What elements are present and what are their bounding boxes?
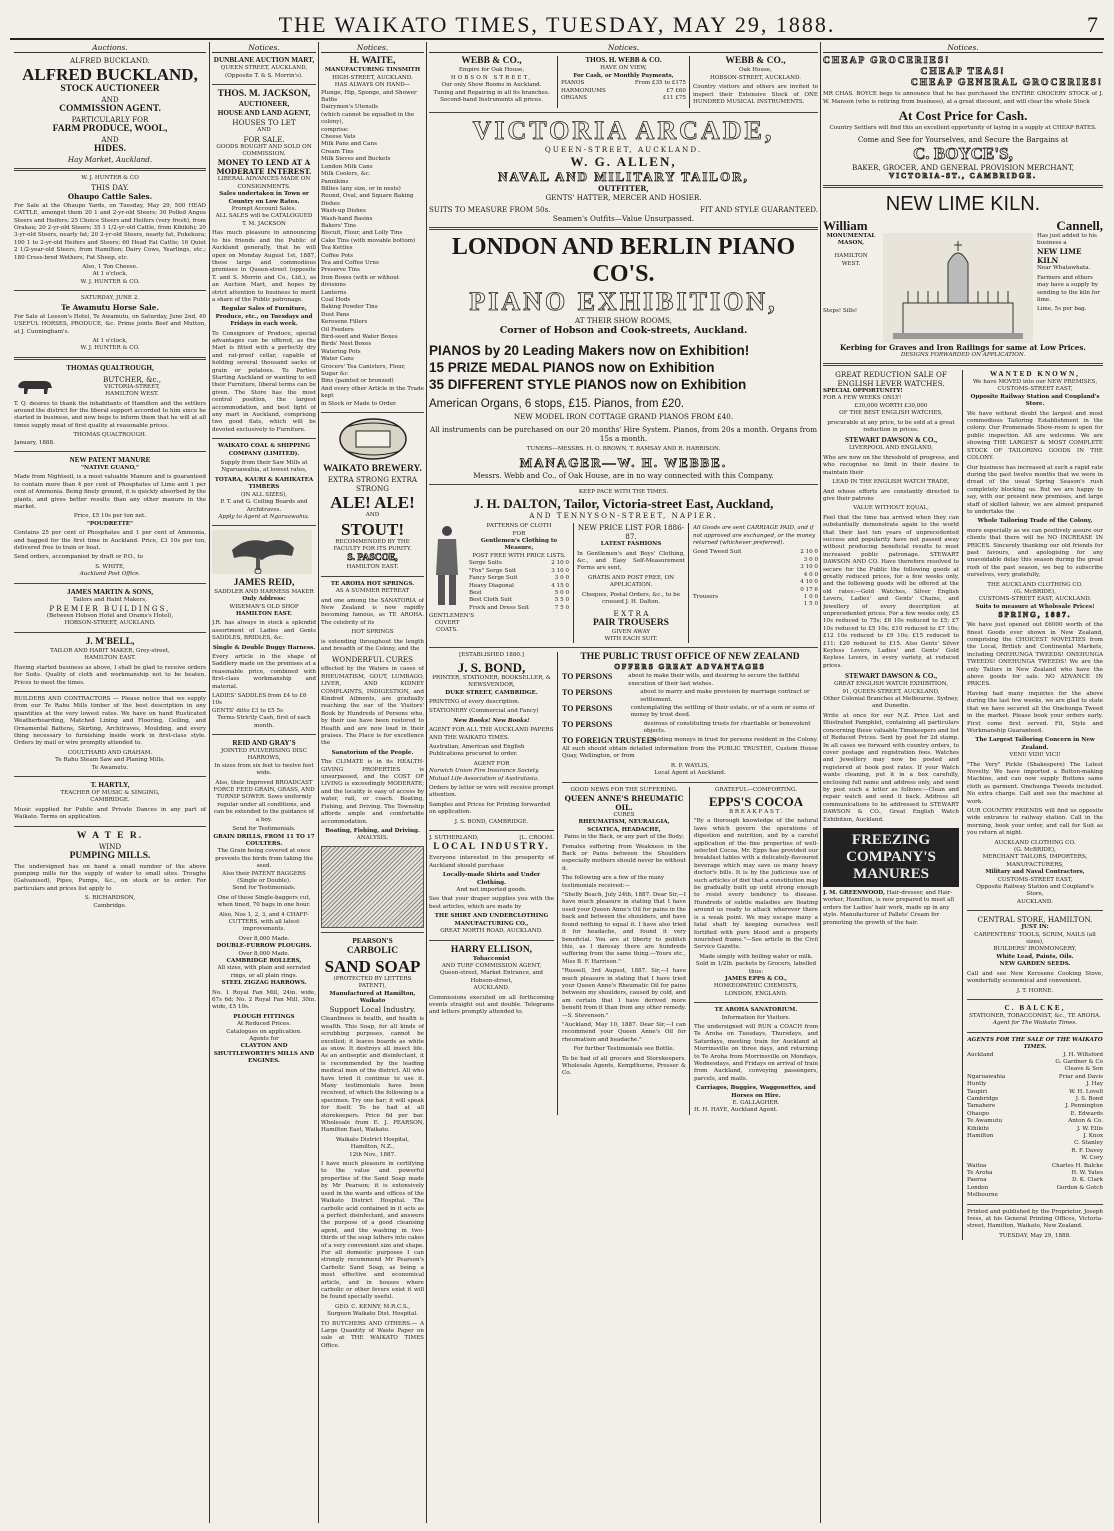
price-row (469, 568, 569, 575)
price-table (469, 560, 569, 612)
item-list (321, 90, 424, 408)
price-row (469, 560, 569, 567)
lower-row (429, 652, 818, 1115)
agent-row (967, 1148, 1103, 1155)
agent-row-label: Cambridge (967, 1095, 999, 1102)
trust-row-text: about to make their wills, and desiring to secure the faithful execution of their last wishes. (628, 673, 800, 687)
column-notices-2 (212, 44, 316, 1524)
masthead-title: THE WAIKATO TIMES, TUESDAY, MAY 29, 1888. (278, 12, 836, 37)
ad-reid-gray: REID AND GRAY'S JOINTED PULVERISING DISC HARROWS, In sizes from six feet to twelve feet wide. Also, their Improved BROADCAST FORCE FEED GRAIN, GRASS, AND TURNIP SOWER. Sows uniformly regular under all conditions, and can be extended to the guidance of a boy. Send for Testimonials. GRAIN DRILLS, FROM 11 TO 17 COULTERS. The Grain being covered at once prevents the birds from taking the seed. Also their PATENT BAGGERS (Single or Double). Send for Testimonials. One of these Single-baggers cut, when tined, 70 bags in one hour. Also, Nos 1, 2, 3, and 4 CHAFF-CUTTERS, with all latest improvements. Over 8,000 Made. DOUBLE-FURROW PLOUGHS. Over 8,000 Made. CAMBRIDGE ROLLERS, All sizes, with plain and serrated rings, or all plain rings. STEEL ZIGZAG HARROWS. No. 1 Royal Fan Mill, 24in. wide, 67s 6d; No. 2 Royal Fan Mill, 30in. wide, £5 10s. PLOUGH FITTINGS At Reduced Prices. Catalogues on application. Agents for CLAYTON AND SHUTTLEWORTH'S MILLS AND ENGINES. (212, 739, 316, 1065)
list-item: Coal Hods (321, 297, 351, 303)
agent-row (967, 1192, 1103, 1199)
agent-row-label: Ohaupo (967, 1110, 990, 1117)
ad-title: J. M'BELL, (85, 636, 135, 647)
list-item: Preserve Tins (321, 267, 360, 274)
price-row-label: Good Tweed Suit (693, 549, 742, 556)
list-item: Water Cans (321, 356, 354, 363)
price-row (561, 88, 686, 95)
price-row-value: £7 £60 (666, 87, 686, 94)
ad-auckland-clothing: WANTED KNOWN, We have MOVED into our NEW PREMISES, CUSTOMS-STREET EAST, Opposite Railway Station and Coupland's Store. We have without doubt the largest and most commodious Tailoring Establishment in the colony. Our Promenade Show-room is open for public inspection. All are welcome. We are showing THE LARGEST & MOST COMPLETE STOCK OF TAILORING GOODS IN THE COLONY. Our business has increased at such a rapid rate during the past twelve months that we were in dread of the usual Spring Season's rush completely blocking us. But we are happy to say, with our present new premises, and large staff of skilled labour, we are almost prepared to undertake the Whole Tailoring Trade of the Colony, more especially as we can positively assure our clients that there will be NO INCREASE IN PRICES. Sincerely thanking our old friends for past favours, and apologising for any unavoidable delay this season during the great rush of the past season, we beg to subscribe ourselves, very gratefully, THE AUCKLAND CLOTHING CO. (G. McBRIDE), CUSTOMS-STREET EAST, AUCKLAND. Suits to measure at Wholesale Prices! SPRING, 1887. We have just opened out £6000 worth of the finest Goods ever shown in New Zealand, comprising the CHOICEST NOVELTIES from the Local, British and Continental Markets, including ONEHUNGA TWEEDS! ONEHUNGA TWEEDS! ONEHUNGA TWEEDS! We are the only Tailors in New Zealand who have the above goods for sale. NO ADVANCE IN PRICES. Having had many inquiries for the above during the last few weeks, we are glad to state that we have secured all the Onehunga Tweed in the market. Please book your orders early. First come first served. Fit, Style and Workmanship Guaranteed. The Largest Tailoring Concern in New Zealand. VENI! VIDI! VICI! "The Very" Pickle (Shakespere) The Latest Novelty. We have imported a Button-making Machine, and can now supply Buttons same cloth as garment. Onehunga Tweeds included. No extra charge. Call and see the machine at work. OUR COUNTRY FRIENDS will find us opposite wide entrance to railway station. Call in the morning, book your order, and call for Suit as you return at night. AUCKLAND CLOTHING CO. (G. McBRIDE), MERCHANT TAILORS, IMPORTERS, MANUFACTURERS, Military and Naval Contractors, CUSTOMS-STREET EAST, Opposite Railway Station and Coupland's Store, AUCKLAND. (967, 370, 1103, 905)
price-row (469, 597, 569, 604)
list-item: Pannikins (321, 178, 349, 185)
list-item: Bins (painted or bronzed) (321, 378, 394, 385)
ad-webb-oak-house: WEBB & CO., Oak House, HOBSON-STREET, AUCKLAND. Country visitors and others are invited to inspect their Extensive Stock of ONE HUNDRED MUSICAL INSTRUMENTS. (693, 56, 818, 106)
ad-hartly: T. HARTLY, TEACHER OF MUSIC & SINGING, CAMBRIDGE. Music supplied for Public and Private Dances in any part of Waikato. Terms on application. (14, 780, 206, 821)
ad-title: JAMES MARTIN & SONS, (66, 587, 153, 596)
price-row-label: Best Cloth Suit (469, 597, 512, 604)
ad-thos-webb: THOS. H. WEBB & CO. HAVE ON VIEW, For Cash, or Monthly Payments, PIANOS From £35 to £175 HARMONIUMS £7 £60 ORGANS £11 £75 (561, 56, 690, 108)
price-row (693, 587, 818, 594)
agent-row (967, 1089, 1103, 1096)
ad-buckland: ALFRED BUCKLAND. ALFRED BUCKLAND, STOCK AUCTIONEER AND COMMISSION AGENT. PARTICULARLY FOR FARM PRODUCE, WOOL, AND HIDES. Hay Market, Auckland. (14, 56, 206, 164)
ad-title: DUNBLANE AUCTION MART, (213, 56, 315, 65)
ad-pearsons-soap: PEARSON'S CARBOLIC SAND SOAP (PROTECTED BY LETTERS PATENT), Manufactured at Hamilton, Waikato Support Local Industry. Cleanliness is health, and health is wealth. This Soap, for all kinds of scrubbing purposes, cannot be excelled; it leaves boards as white as snow. It destroys all insect life. As an antiseptic and disinfectant, it is recommended by the leading medical men of the district. All who have tried it continue to use it. Many testimonials have been received, of which the following is a specimen. Try one bar; it will speak for itself. To be had at all storekeepers. Price 6d per bar. Wholesale from E. J. PEARSON, Hamilton East, Waikato. Waikato District Hospital, Hamilton, N.Z., 12th Nov., 1887. I have much pleasure in certifying to the value and powerful properties of the Sand Soap made by Mr Pearson; it is extensively used in the wards and offices of the Waikato District Hospital. The carbolic acid contained in it acts as a perfect disinfectant, and answers the purpose of a good cleansing agent, and the washing in two-thirds of the soap lathers into cakes of a very convenient size and shape. For all domestic purposes I can strongly recommend Mr Pearson's Carbolic Sand Soap, as being a most effective and economical article, and in houses where carbolic or other fevers exist it will be found specially useful. GEO. C. KENNY, M.R.C.S., Surgeon Waikato Dist. Hospital. TO BUTCHERS AND OTHERS.— A Large Quantity of Waste Paper on sale at THE WAIKATO TIMES Office. (321, 936, 424, 1349)
price-row-value: £11 £75 (662, 95, 686, 102)
price-row-value: 3 0 0 (554, 575, 569, 582)
list-item: (which cannot be equalled in the colony), (321, 111, 415, 126)
trust-row-label: TO PERSONS (562, 719, 613, 729)
agent-row-value: Charles H. Balcke (1051, 1162, 1103, 1169)
price-table (693, 549, 818, 608)
list-item: Tea Kettles (321, 245, 353, 252)
list-item: Oil Feeders (321, 326, 354, 333)
agent-row-value: D. K. Clark (1071, 1177, 1103, 1184)
trust-row-label: TO PERSONS (562, 688, 613, 698)
section-header: Notices. (321, 44, 424, 53)
ad-cannell: NEW LIME KILN. William Cannell, MONUMENTAL MASON, HAMILTON WEST. Steps! Sills! Has just added to his business a NEW LIME KILN Near Whatawhata. Farmers and others may have a supply by sending to the kiln for lime. Lime, 5s per bag. Kerbing for Graves and Iron Railings for same at Low Prices. DESIGNS FORWARDED ON APPLICATION. (823, 192, 1103, 358)
saddle-icon (212, 530, 312, 574)
agent-row (967, 1177, 1103, 1184)
imprint: Printed and published by the Proprietor, Joseph Ivess, at his General Printing Offices, Victoria-street, Hamilton, Waikato, New Zealand. TUESDAY, May 29, 1888. (967, 1208, 1103, 1239)
ad-title: HARRY ELLISON, (450, 944, 533, 955)
list-item: Milk Pans and Cans (321, 141, 377, 148)
ad-title: AGENTS FOR THE SALE OF THE WAIKATO TIMES. (967, 1036, 1103, 1051)
list-item: Wash-up Dishes (321, 208, 366, 215)
agent-row (967, 1066, 1103, 1073)
price-row-value: 4 15 0 (551, 582, 569, 589)
agent-row-value: J. Hay (1086, 1081, 1103, 1088)
price-row (693, 549, 818, 556)
agent-row (967, 1059, 1103, 1066)
agent-row (967, 1081, 1103, 1088)
ad-title: J. S. BOND, (457, 659, 526, 675)
list-item: Dust Pans (321, 311, 350, 318)
list-item: Tea and Coffee Urns (321, 259, 379, 266)
ad-title: W A T E R. (76, 830, 144, 841)
ad-title: LONDON AND BERLIN PIANO CO'S. (451, 234, 796, 288)
list-item: Cream Tins (321, 148, 354, 155)
agent-row (967, 1163, 1103, 1170)
price-row-label: ORGANS (561, 95, 588, 102)
agent-row-value: J. S. Bond (1075, 1095, 1103, 1102)
analysis-table (321, 846, 424, 928)
ad-te-aroha-springs: TE AROHA HOT SPRINGS. AS A SUMMER RETREAT and one among the SANATORIA of New Zealand is now rapidly becoming famous, as TE AROHA. The celebrity of its HOT SPRINGS is extending throughout the length and breadth of the Colony, and the WONDERFUL CURES effected by the Waters in cases of RHEUMATISM, GOUT, LUMBAGO, LIVER, AND KIDNEY COMPLAINTS, INDIGESTION, and Kindred Ailments, are gradually reaching the ear of the Visitors' Book by Hundreds of Persons who, by their use have been restored to Health and are now loud in their praises. The Place is for excellence the Sanatorium of the People. The CLIMATE is in its HEALTH-GIVING PROPERTIES is unsurpassed, and the COST OF LIVING is exceedingly MODERATE; and the locality is easy of access by water, rail, or coach. Boating, Fishing, and Driving. The Township affords ample and comfortable accommodation. Boating, Fishing, and Driving. ANALYSIS. (321, 581, 424, 928)
list-item: Cake Tins (with movable bottom) (321, 237, 416, 244)
price-row-value: 3 10 0 (800, 564, 818, 571)
agent-row-label: Tamahere (967, 1103, 996, 1110)
ad-title: T. HARTLY, (90, 780, 130, 789)
section-header: Notices. (212, 44, 316, 53)
list-item: Bird-seed and Water Boxes (321, 334, 398, 341)
agent-row-label: Huntly (967, 1081, 987, 1088)
ad-hunter-ohaupo: W. J. HUNTER & CO THIS DAY. Ohaupo Cattle Sales. For Sale at the Ohaupo Yards, on Tuesday, May 29, 500 HEAD CATTLE, amongst them 20 1 and 2-yr-old Steers; 30 Polled Angus Steers and Heifers; 25 Choice Steers and Heifers (very fresh), from Orakau; 20 2-yr-old Steers; 35 1 1/2-yr-old Cattle, from Kihikihi; 20 3-yr-old Steers, nearly fat; 20 2-yr-old Steers, nearly fat, Pukekura; 100 1 to 2-yr-old Heifers and Steers; 60 Head Fat Cattle; 16 Quiet 2 1/2-year-old Steers, from Hamilton; Dairy Cows, Yearlings, etc.; 180 Cross-bred Wethers, Fat Sheep, etc. Also, 1 Ton Cheese. At 1 o'clock, W. J. HUNTER & CO. (14, 175, 206, 285)
price-row (693, 557, 818, 564)
ad-title: WEBB & CO., (725, 56, 786, 67)
ad-title: QUEEN ANNE'S RHEUMATIC OIL. (564, 794, 684, 812)
agent-row-label: Paeroa (967, 1177, 987, 1184)
list-item: Plunge, Hip, Sponge, and Shower Baths (321, 89, 417, 104)
ad-title: TE AROHA SANATORIUM. (714, 1007, 798, 1014)
list-item: Round, Oval, and Square Baking Dishes (321, 193, 414, 207)
agent-row-value: R. F. Davey (1071, 1147, 1103, 1154)
ad-title: J. H. DALTON, Tailor, Victoria-street East, Auckland, (473, 496, 774, 512)
trust-list (562, 673, 818, 744)
price-row-label: Serge Suits (469, 560, 502, 567)
price-table (561, 80, 686, 102)
price-row-label: Heavy Diagonal (469, 582, 514, 589)
agent-row (967, 1052, 1103, 1059)
webb-row (429, 56, 818, 108)
price-row-value: 0 17 6 (800, 586, 818, 593)
ad-title: TE AROHA HOT SPRINGS. (330, 580, 415, 587)
agent-row (967, 1074, 1103, 1081)
column-rule (318, 42, 319, 1523)
ad-central-store: CENTRAL STORE, HAMILTON. JUST IN: CARPENTERS' TOOLS, SCRIM, NAILS (all sizes), BUILDERS' IRONMONGERY, White Lead, Paints, Oils. NEW GARDEN SEEDS. Call and see New Kerosene Cooking Stove, wonderfully economical and convenient. J. T. HORNE. (967, 915, 1103, 994)
ad-qualtrough: THOMAS QUALTROUGH, BUTCHER, &c., VICTORIA-STREET, HAMILTON WEST. T. Q. desires to thank the inhabitants of Hamilton and the settlers around the district for the liberal support accorded to him since he started in business, and now begs to inform them that he will at all times supply meat of first quality at reasonable prices. THOMAS QUALTROUGH. January, 1888. (14, 363, 206, 446)
trust-row-text: holding moneys in trust for persons resident in the Colony. (651, 736, 818, 743)
ad-hunter-teawamutu: SATURDAY, JUNE 2. Te Awamutu Horse Sale. For Sale at Leeson's Hotel, Te Awamutu, on Saturday, June 2nd, 40 USEFUL HORSES, PRODUCE, &c. Prime joints Beef and Mutton, at J. Cunningham's. At 1 o'clock, W. J. HUNTER & CO. (14, 295, 206, 352)
ad-title: C. BALCKE, (1004, 1003, 1066, 1012)
ad-harry-ellison: HARRY ELLISON, Tobacconist AND TURF COMMISSION AGENT, Queen-street, Market Entrance, and Hobson-street, AUCKLAND. Commissions executed on all forthcoming events straight out and double. Telegrams and letters promptly attended to. (429, 944, 554, 1016)
agent-row-value: W. H. Lovell (1069, 1088, 1103, 1095)
bull-icon (14, 376, 54, 398)
trust-row (562, 721, 818, 736)
ad-webb-co: WEBB & CO., Empire for Oak House, HOBSON STREET, Our only Show Rooms in Auckland. Tuning and Repairing in all its branches. Second-hand Instruments all prices. (429, 56, 558, 108)
agent-row-value: J. Pennington (1065, 1103, 1103, 1110)
page-number: 7 (1087, 12, 1098, 37)
price-row-value: 3 0 0 (803, 556, 818, 563)
agent-row-label: Te Awamutu (967, 1118, 1003, 1125)
price-row-value: 1 5 0 (803, 601, 818, 608)
agent-row-label: Ngaruawahia (967, 1073, 1006, 1080)
ad-dalton-tailor: KEEP PACE WITH THE TIMES. J. H. DALTON, Tailor, Victoria-street East, Auckland, AND TENNYSON-STREET, NAPIER. GENTLEMEN'S COVERT COATS. PATTERNS OF CLOTH FOR Gentlemen's Clothing to Measure, POST FREE WITH PRICE LISTS. Serge Suits 2 10 0 "Fox" Serge Suit 3 10 0 Fancy Serge Suit 3 0 0 Heavy Diagonal 4 15 0 Best 5 0 0 Best Cloth Suit 5 5 0 Frock and Dress Suit 7 5 0 NEW PRICE LIST FOR 1886-87. LATEST FASHIONS In Gentlemen's and Boys' Clothing, &c., and Easy Self-Measurement Forms are sent, GRATIS AND POST FREE, ON APPLICATION. Cheques, Postal Orders, &c., to be crossed J. H. Dalton. E X T R A PAIR TROUSERS GIVEN AWAY WITH EACH SUIT. All Goods are sent CARRIAGE PAID, and if not approved are exchanged, or the money returned (whichever preferred). Good Tweed Suit 2 10 0 3 0 0 3 10 0 4 0 0 4 10 0 0 17 6 Trousers 1 0 0 1 5 0 (429, 488, 818, 642)
ad-agents-list (967, 1037, 1103, 1200)
ad-title: THOS. M. JACKSON, (217, 89, 311, 100)
list-item: comprise: (321, 126, 349, 133)
ad-title: Ohaupo Cattle Sales. (67, 191, 153, 201)
agent-row-label: Te Aroha (967, 1170, 993, 1177)
section-header: Notices. (823, 44, 1103, 53)
ad-jackson: THOS. M. JACKSON, AUCTIONEER, HOUSE AND LAND AGENT, HOUSES TO LET AND FOR SALE. GOODS BOUGHT AND SOLD ON COMMISSION. MONEY TO LEND AT A MODERATE INTEREST. LIBERAL ADVANCES MADE ON CONSIGNMENTS. Sales undertaken in Town or Country on Low Rates. Prompt Account Sales. ALL SALES will be CATALOGUED T. M. JACKSON Has much pleasure in announcing to his friends and the Public of Auckland generally, that he will open on Monday August 1st, 1887, those large and commodious premises in Queen-street (opposite T. and S. Morrin and Co., Ltd.), as an Auction Mart, and hopes by strict attention to business to merit a share of the Public patronage. Regular Sales of Furniture, Produce, etc., on Tuesdays and Fridays in each week. To Consignors of Produce, special advantages can be offered, as the Mart is fitted with a perfectly dry and rat-proof cellar, capable of holding several thousand sacks of grain or potatoes. To Parties Starting Auckland or wanting to sell their Furniture, liberal terms can be given. The Store has the most central position, the largest accommodation, and best light of any mart in Auckland, comprising two good flats, which will be devoted exclusively to Furniture. (212, 89, 316, 433)
ad-epps-cocoa: GRATEFUL—COMFORTING. EPPS'S COCOA B R E A K F A S T . "By a thorough knowledge of the natural laws which govern the operations of digestion and nutrition, and by a careful application of the fine properties of well-selected Cocoa, Mr. Epps has provided our breakfast tables with a delicately-flavoured beverage which may save us many heavy doctor's bills. It is by the judicious use of such articles of diet that a constitution may be gradually built up until strong enough to resist every tendency to disease. Hundreds of subtle maladies are floating around us ready to attack wherever there is a weak point. We may escape many a fatal shaft by keeping ourselves well fortified with pure blood and a properly nourished frame."—See article in the Civil Service Gazette. Made simply with boiling water or milk. Sold in 1/2lb. packets by Grocers, labelled thus: JAMES EPPS & CO., HOMŒOPATHIC CHEMISTS, LONDON, ENGLAND. TE AROHA SANATORIUM. Information for Visitors. The undersigned will RUN a COACH from Te Aroha on Tuesdays, Thursdays, and Saturdays, meeting train for Auckland at Morrinsville on three days, and returning to Te Aroha from Morrinsville on Mondays, Wednesdays, and Fridays on arrival of train from Auckland, conveying passengers, parcels, and mails. Carriages, Buggies, Waggonettes, and Horses on Hire. E. GALLAGHER. H. H. HAYE, Auckland Agent. (694, 786, 818, 1114)
agent-row-label: Auckland (967, 1051, 994, 1058)
ad-public-trust: THE PUBLIC TRUST OFFICE OF NEW ZEALAND OFFERS GREAT ADVANTAGES TO PERSONS about to make their wills, and desiring to secure the faithful execution of their last wishes. TO PERSONS about to marry and make provision by marriage contract or settlement. TO PERSONS contemplating the settling of their estate, or of a sum or sums of money by trust deed. TO PERSONS desirous of constituting trusts for charitable or benevolent objects. TO FOREIGN TRUSTEES holding moneys in trust for persons resident in the Colony. All such should obtain detailed information from the PUBLIC TRUSTEE, Custom House Quay, Wellington, or from R. P. WAYLIS, Local Agent at Auckland. (562, 652, 818, 777)
ad-title: THOS. H. WEBB & CO. (585, 56, 662, 65)
barrel-icon (338, 417, 408, 461)
ad-title: WAIKATO BREWERY. (323, 464, 422, 475)
price-row (561, 80, 686, 87)
agent-row-value: H. W. Yates (1071, 1170, 1103, 1177)
ad-dunblane: DUNBLANE AUCTION MART, QUEEN STREET, AUCKLAND, (Opposite T. & S. Morrin's). (213, 56, 315, 79)
price-row (469, 583, 569, 590)
agent-row (967, 1096, 1103, 1103)
agent-row-value: J. H. Wiltsford (1063, 1051, 1103, 1058)
ad-title: VICTORIA ARCADE, (472, 116, 775, 146)
agent-row-value: Friar and Davis (1058, 1073, 1103, 1080)
ad-title: WAIKATO COAL & SHIPPING COMPANY (LIMITED). (218, 443, 310, 457)
price-row (693, 579, 818, 586)
price-row (469, 605, 569, 612)
ad-title: NEW LIME KILN. (885, 192, 1041, 215)
trust-row (562, 737, 818, 744)
price-row (561, 95, 686, 102)
price-row-value: 5 5 0 (554, 597, 569, 604)
list-item: Iron Boxes (with or without divisions (321, 274, 400, 289)
list-item: Kerosene Fillers (321, 319, 368, 326)
price-row-value: 5 0 0 (554, 589, 569, 596)
gentleman-figure-icon (430, 523, 464, 609)
list-item: Bakers' Tins (321, 222, 356, 229)
agent-row-value: Anton & Co. (1068, 1118, 1103, 1125)
column-notices-5 (823, 44, 1103, 1524)
list-item: Lanterns (321, 289, 347, 296)
ad-waikato-coal: WAIKATO COAL & SHIPPING COMPANY (LIMITED). Supply from their Saw Mills at Ngaruawahia, at lowest rates, TOTARA, KAURI & KAHIKATEA TIMBERS (IN ALL SIZES), P. T. and G. Ceiling Boards and Architraves. Apply to Agent at Ngaruawahia. (212, 443, 316, 521)
list-item: Biscuit, Flour, and Lolly Tins (321, 230, 403, 237)
agent-row-value: J. W. Ellis (1076, 1125, 1103, 1132)
column-rule (209, 42, 210, 1523)
ad-queen-annes-oil: GOOD NEWS FOR THE SUFFERING. QUEEN ANNE'S RHEUMATIC OIL. CURES RHEUMATISM, NEURALGIA, SCIATICA, HEADACHE, Pains in the Back, or any part of the Body; Females suffering from Weakness in the Back or Pains between the Shoulders especially mothers should never be without it. The following are a few of the many testimonials received:— "Shelly Beach, July 24th, 1887. Dear Sir,—I have much pleasure in stating that I have used your Queen Anne's Oil for pains in the back and between the shoulders, and have found nothing to equal it. I have also tried it for headache, and found it very beneficial. You are at liberty to publish this, as I daresay there are hundreds suffering from the same thing.—Yours etc., Miss B. F. Harrison." "Russell, 3rd August, 1887. Sir,—I have much pleasure in stating that I have tried your Queen Anne's Rheumatic Oil for pains between my shoulders, caused by cold, and am certain that I have derived more benefit from it than from any other remedy.—S. Stevenson." "Auckland, May 10, 1887. Dear Sir,—I can recommend your Queen Anne's Oil for rheumatism and headache." For further Testimonials see Bottle. To be had of all grocers and Storekeepers. Wholesale Agents, Kempthorne, Prosser & Co. (562, 787, 690, 1115)
ad-wind-pumping-mills: W A T E R. WIND PUMPING MILLS. The undersigned has on hand a small number of the above pumping mills for the supply of water to small sites. Troughs (Galvanised), Pipes, Pumps, &c., on stock or to order. For particulars and prices list apply to S. RICHARDSON, Cambridge. (14, 830, 206, 909)
agents-table (967, 1052, 1103, 1200)
ad-mbell: J. M'BELL, TAILOR AND HABIT MAKER, Grey-street, HAMILTON EAST. Having started business as above, I shall be glad to receive orders for Suits. Quality of cloth and workmanship not to be beaten. Prices to meet the times. (14, 636, 206, 686)
ad-title: WEBB & CO., (461, 56, 522, 67)
ad-boyce: CHEAP GROCERIES! CHEAP TEAS! CHEAP GENERAL GROCERIES! MR CHAS. BOYCE begs to announce that he has purchased the ENTIRE GROCERY STOCK of J. W. Manson (who is retiring from business), at a great discount, and will clear the whole Stock At Cost Price for Cash. Country Settlers will find this an excellent opportunity of laying in a supply at CHEAP RATES. Come and See for Yourselves, and Secure the Bargains at C. BOYCE'S, BAKER, GROCER, AND GENERAL PROVISION MERCHANT, VICTORIA-ST., CAMBRIDGE. (823, 56, 1103, 180)
ad-james-reid: JAMES REID, SADDLER AND HARNESS MAKER Only Address: WISEMAN'S OLD SHOP HAMILTON EAST. J.R. has always in stock a splendid assortment of Ladies and Gents SADDLES, BRIDLES, &c. Single & Double Buggy Harness. Every article in the shape of Saddlery made on the premises at a reasonable price, combined with first-class workmanship and material. LADIES' SADDLES from £4 to £6 10s GENTS' ditto £3 to £5 5s Terms Strictly Cash, first of each month. (212, 530, 316, 730)
agent-row-value: G. Gardner & Co (1055, 1058, 1103, 1065)
list-item: Grocers' Tea Canisters, Flour, Sugar &c (321, 363, 406, 378)
list-item: Birds' Nest Boxes (321, 341, 372, 348)
ad-local-industry: J. SUTHERLAND, [L. CROOM. LOCAL INDUSTRY. Everyone interested in the prosperity of Auckland should purchase Locally-made Shirts and Under Clothing. And not imported goods. See that your draper supplies you with the best articles, which are made by THE SHIRT AND UNDERCLOTHING MANUFACTURING CO., GREAT NORTH ROAD, AUCKLAND. (429, 835, 554, 935)
price-row (693, 572, 818, 579)
agent-row-value: C. Stanley (1074, 1140, 1103, 1147)
ad-title: THE PUBLIC TRUST OFFICE OF NEW ZEALAND (580, 652, 800, 663)
ad-balcke: C. BALCKE, STATIONER, TOBACCONIST, &c., TE AROHA. Agent for The Waikato Times. (967, 1004, 1103, 1028)
agent-row-label: Hamilton (967, 1133, 994, 1139)
price-row-label: Fancy Serge Suit (469, 575, 518, 582)
price-row-label: Frock and Dress Suit (469, 604, 529, 611)
list-item: Milk Coolers, &c. (321, 171, 371, 178)
trust-row-text: about to marry and make provision by marriage contract or settlement. (640, 689, 810, 703)
agent-row-label: Melbourne (967, 1192, 998, 1199)
agent-row-label: London (967, 1184, 989, 1191)
price-row-value: 2 10 0 (551, 560, 569, 567)
agent-row (967, 1170, 1103, 1177)
trust-row (562, 689, 818, 704)
ad-victoria-arcade: VICTORIA ARCADE, QUEEN-STREET, AUCKLAND. W. G. ALLEN, NAVAL AND MILITARY TAILOR, OUTFITTER, GENTS' HATTER, MERCER AND HOSIER. SUITS TO MEASURE FROM 50s. FIT AND STYLE GUARANTEED. Seamen's Outfits—Value Unsurpassed. (429, 116, 818, 224)
price-row-value: From £35 to £175 (634, 80, 686, 87)
agent-row (967, 1140, 1103, 1147)
column-notices-4 (429, 44, 818, 1524)
price-row (693, 564, 818, 571)
agent-row (967, 1133, 1103, 1140)
price-row (693, 594, 818, 601)
trust-row-text: contemplating the settling of their estate, or of a sum or sums of money by trust deed. (630, 704, 815, 719)
column-rule (426, 42, 427, 1523)
ad-title: CHEAP GROCERIES! (823, 56, 951, 67)
agent-row-value: Cleave & Son (1064, 1066, 1103, 1073)
agent-row-value: Gordon & Gotch (1056, 1184, 1103, 1191)
price-row-label: Trousers (693, 593, 719, 600)
ad-title: LOCAL INDUSTRY. (433, 842, 550, 853)
list-item: Coffee Pots (321, 252, 354, 259)
list-item: Milk Sieves and Buckets (321, 156, 391, 163)
price-row-value: 2 10 0 (800, 549, 818, 556)
column-notices-3 (321, 44, 424, 1524)
list-item: Billies (any size, or in nests) (321, 185, 401, 192)
price-row-value: 7 5 0 (554, 604, 569, 611)
price-row-label: Best (469, 589, 482, 596)
ad-title: GREAT REDUCTION SALE OF ENGLISH LEVER WATCHES. (835, 370, 947, 389)
price-row-value: 4 10 0 (800, 579, 818, 586)
ad-title: H. WAITE, (349, 56, 396, 67)
agent-row (967, 1126, 1103, 1133)
trust-row-label: TO PERSONS (562, 703, 613, 713)
ad-london-berlin-piano: LONDON AND BERLIN PIANO CO'S. PIANO EXHIBITION, AT THEIR SHOW ROOMS, Corner of Hobson and Cook-streets, Auckland. PIANOS by 20 Leading Makers now on Exhibition! 15 PRIZE MEDAL PIANOS now on Exhibition 35 DIFFERENT STYLE PIANOS now on Exhibition American Organs, 6 stops, £15. Pianos, from £20. NEW MODEL IRON COTTAGE GRAND PIANOS FROM £40. All instruments can be purchased on our 20 months' Hire System. Pianos, from 20s a month. Organs from 15s a month. TUNERS—MESSRS. H. O. BROWN, T. RAMSAY AND R. HARRISON. MANAGER—W. H. WEBBE. Messrs. Webb and Co., of Oak House, are in no way connected with this Company. (429, 234, 818, 480)
trust-row (562, 673, 818, 688)
ad-title: PEARSON'S (352, 936, 393, 945)
ad-title: Te Awamutu Horse Sale. (61, 302, 159, 312)
list-item: Dairymen's Utensils (321, 104, 379, 111)
agent-row-value: J. Knox (1083, 1133, 1103, 1139)
list-item: Cheese Vats (321, 134, 356, 141)
list-item: And every other Article in the Trade kept (321, 385, 424, 400)
price-row (469, 590, 569, 597)
ad-waikato-brewery: WAIKATO BREWERY. EXTRA STRONG EXTRA STRONG ALE! ALE! AND STOUT! RECOMMENDED BY THE FACULTY FOR ITS PURITY. S. PASCOE, HAMILTON EAST. (321, 417, 424, 572)
freezing-manures-block: FREEZING COMPANY'S MANURES (823, 828, 959, 887)
list-item: Watering Pots (321, 348, 361, 355)
agent-row (967, 1185, 1103, 1192)
agent-row (967, 1103, 1103, 1110)
ad-title: REID AND GRAY'S (232, 739, 296, 748)
monument-railing-illustration (883, 233, 1033, 343)
trust-row-label: TO PERSONS (562, 672, 613, 682)
ad-title: CENTRAL STORE, HAMILTON. (977, 915, 1093, 925)
ad-title: ALFRED BUCKLAND, (22, 65, 198, 85)
price-row-label: PIANOS (561, 80, 585, 87)
price-row (693, 601, 818, 608)
section-header: Notices. (429, 44, 818, 53)
price-row-value: 4 0 0 (803, 571, 818, 578)
ad-waite: H. WAITE, MANUFACTURING TINSMITH HIGH-STREET, AUCKLAND. HAS ALWAYS ON HAND— Plunge, Hip, Sponge, and Shower Baths Dairymen's Utensils (which cannot be equalled in the colony), comprise: Cheese Vats Milk Pans and Cans Cream Tins Milk Sieves and Buckets London Milk Cans Milk Coolers, &c. Pannikins Billies (any size, or in nests) Round, Oval, and Square Baking Dishes Wash-up Dishes Wash-hand Basins Bakers' Tins Biscuit, Flour, and Lolly Tins Cake Tins (with movable bottom) Tea Kettles Coffee Pots Tea and Coffee Urns Preserve Tins Iron Boxes (with or without divisions Lanterns Coal Hods Baking Powder Tins Dust Pans Kerosene Fillers Oil Feeders Bird-seed and Water Boxes Birds' Nest Boxes Watering Pots Water Cans Grocers' Tea Canisters, Flour, Sugar &c Bins (painted or bronzed) And every other Article in the Trade kept in Stock or Made to Order. (321, 56, 424, 407)
ad-greenwood: J. M. GREENWOOD, Hair-dresser, and Hair-worker, Hamilton, is now prepared to meet all orders for Ladies' hair work, made up in any style. Manufacturer of Pallets' Cream for promoting the growth of the hair. (823, 889, 955, 926)
agent-row (967, 1118, 1103, 1125)
trust-row (562, 705, 818, 720)
list-item: Wash-hand Basins (321, 215, 373, 222)
ad-title: EPPS'S COCOA (708, 794, 804, 809)
ad-title: THOMAS QUALTROUGH, (66, 363, 154, 372)
ad-title: NEW PATENT MANURE (69, 455, 151, 464)
agent-row-value: W. Cory (1081, 1155, 1103, 1162)
agent-row (967, 1155, 1103, 1162)
ad-stewart-dawson: GREAT REDUCTION SALE OF ENGLISH LEVER WATCHES. SPECIAL OPPORTUNITY! FOR A FEW WEEKS ONLY! £30,000 WORTH £30,000 OF THE BEST ENGLISH WATCHES, procurable at any price, to be sold at a great reduction in prices. STEWART DAWSON & CO., LIVERPOOL AND ENGLAND, Who are now on the threshold of progress, and who recognise no limit in their desire to maintain their LEAD IN THE ENGLISH WATCH TRADE, And whose efforts are constantly directed to give their patrons VALUE WITHOUT EQUAL, Feel that the time has arrived when they can substantially demonstrate again to the world that their last ten years of unprecedented success and popularity have not passed away without producing beneficial results to most increased public patronage. STEWART DAWSON AND CO. Have therefore resolved to secure for the Public the following goods at greatly reduced prices, for a few weeks only, and the following goods will be offered at the old rates:—Gold Watches, Silver English Levers, Ladies' and Gents' Chains, and Jewellery of every description at unprecedented prices. For a few weeks only, £5 10s reduced to 75s; £6 10s reduced to £5; £7 10s reduced to £5 10s; £10 reduced to £7 10s; £12 10s reduced to £9 10s; £15 reduced to £11; £20 reduced to £15. Also Gents' Silver Keyless Levers, Ladies' and Gents' Gold Keyless Levers, in every variety, at reduced prices. STEWART DAWSON & CO., GREAT ENGLISH WATCH EXHIBITION, 91, QUEEN-STREET, AUCKLAND, Other Colonial Branches at Melbourne, Sydney, and Dunedin. Write at once for our N.Z. Price List and Illustrated Pamphlet, containing all particulars concerning these valuable Timekeepers and list of Reduced Prices. Sent by post for 2d stamp. In all cases we forward with country orders, to cover postage and registration fees. Watches and Jewellery may now be posted and registered at book post rates. If your Watch wants cleaning, put it in a box carefully, enclosing full name and address only, and send by post such a letter as follows:—Clean and repair watch and send it back. Address all communications to be addressed to STEWART DAWSON & CO., Great English Watch Exhibition, Auckland. FREEZING COMPANY'S MANURES J. M. GREENWOOD, Hair-dresser, and Hair-worker, Hamilton, is now prepared to meet all orders for Ladies' hair work, made up in any style. Manufacturer of Pallets' Cream for promoting the growth of the hair. (823, 370, 963, 1240)
list-item: in Stock or Made to Order. (321, 400, 397, 407)
price-row-value: 1 0 0 (803, 593, 818, 600)
ad-coulthard: BUILDERS AND CONTRACTORS — Please notice that we supply from our Te Rahu Mills timber of the best description in any quantities at the very lowest rates. We have on hand Rusticated Weatherboarding, Matched Lining and Flooring, Ceiling, and Ornamental Battens, Skirting, Architraves, Moulding, and every thing necessary to furnishing inside work in first-class style. Orders by mail or wire promptly attended to. COULTHARD AND GRAHAM. Te Rahu Steam Saw and Planing Mills. Te Awamutu. (14, 695, 206, 771)
ad-native-guano: NEW PATENT MANURE "NATIVE GUANO," Made from Nightsoil, is a most valuable Manure and is guaranteed to contain more than 4 per cent of Phosphates of Lime and 1 per cent of Ammonia. Being finely ground, it is quickly absorbed by the plants, and gives better results than any other manure in the market. Price, £5 10s per ton net. "POUDRETTE" Contains 25 per cent of Phosphates and 1 per cent of Ammonia, and bagged for the first time in Auckland. Price, £3 10s per ton, delivered free to train or boat. Send orders, accompanied by draft or P.O., to S. WHITE, Auckland Post Office. (14, 455, 206, 578)
agent-row-label: Taupiri (967, 1088, 988, 1095)
price-row (469, 575, 569, 582)
column-auctions (14, 44, 206, 1524)
ad-title: WANTED KNOWN, (990, 370, 1080, 379)
ad-title: JAMES REID, (233, 577, 295, 588)
trust-row-label: TO FOREIGN TRUSTEES (562, 735, 657, 745)
ad-james-martin: JAMES MARTIN & SONS, Tailors and Habit Makers, PREMIER BUILDINGS, (Between Hobson Hotel and Orams's Hotel), HOBSON-STREET, AUCKLAND. (14, 588, 206, 628)
trust-row-text: desirous of constituting trusts for charitable or benevolent objects. (643, 720, 811, 735)
agent-row-label: Waitoa (967, 1162, 987, 1169)
list-item: Baking Powder Tins (321, 304, 378, 311)
column-rule (820, 42, 821, 1523)
ad-js-bond: [ESTABLISHED 1880.] J. S. BOND, PRINTER, STATIONER, BOOKSELLER, & NEWSVENDOR, DUKE STREET, CAMBRIDGE. PRINTING of every description. STATIONERY (Commercial and Fancy) New Books! New Books! AGENT FOR ALL THE AUCKLAND PAPERS AND THE WAIKATO TIMES. Australian, American and English Publications procured to order. AGENT FOR Norwich Union Fire Insurance Society. Mutual Life Association of Australasia. Orders by letter or wire will receive prompt attention. Samples and Prices for Printing forwarded on application. J. S. BOND, CAMBRIDGE. (429, 652, 554, 825)
price-row-label: HARMONIUMS (561, 87, 606, 94)
section-header: Auctions. (14, 44, 206, 53)
list-item: London Milk Cans (321, 163, 373, 170)
price-row-value: 3 10 0 (551, 567, 569, 574)
agent-row-label: Kihikihi (967, 1125, 989, 1132)
price-row-label: "Fox" Serge Suit (469, 567, 516, 574)
agent-row (967, 1111, 1103, 1118)
ad-te-aroha-sanatorium: TE AROHA SANATORIUM. Information for Visitors. The undersigned will RUN a COACH from Te Aroha on Tuesdays, Thursdays, and Saturdays, meeting train for Auckland at Morrinsville on three days, and returning to Te Aroha from Morrinsville on Mondays, Wednesdays, and Fridays on arrival of train from Auckland, conveying passengers, parcels, and mails. Carriages, Buggies, Waggonettes, and Horses on Hire. E. GALLAGHER. H. H. HAYE, Auckland Agent. (694, 1007, 818, 1114)
agent-row-value: E. Edwards (1070, 1110, 1103, 1117)
masthead (10, 12, 1104, 40)
